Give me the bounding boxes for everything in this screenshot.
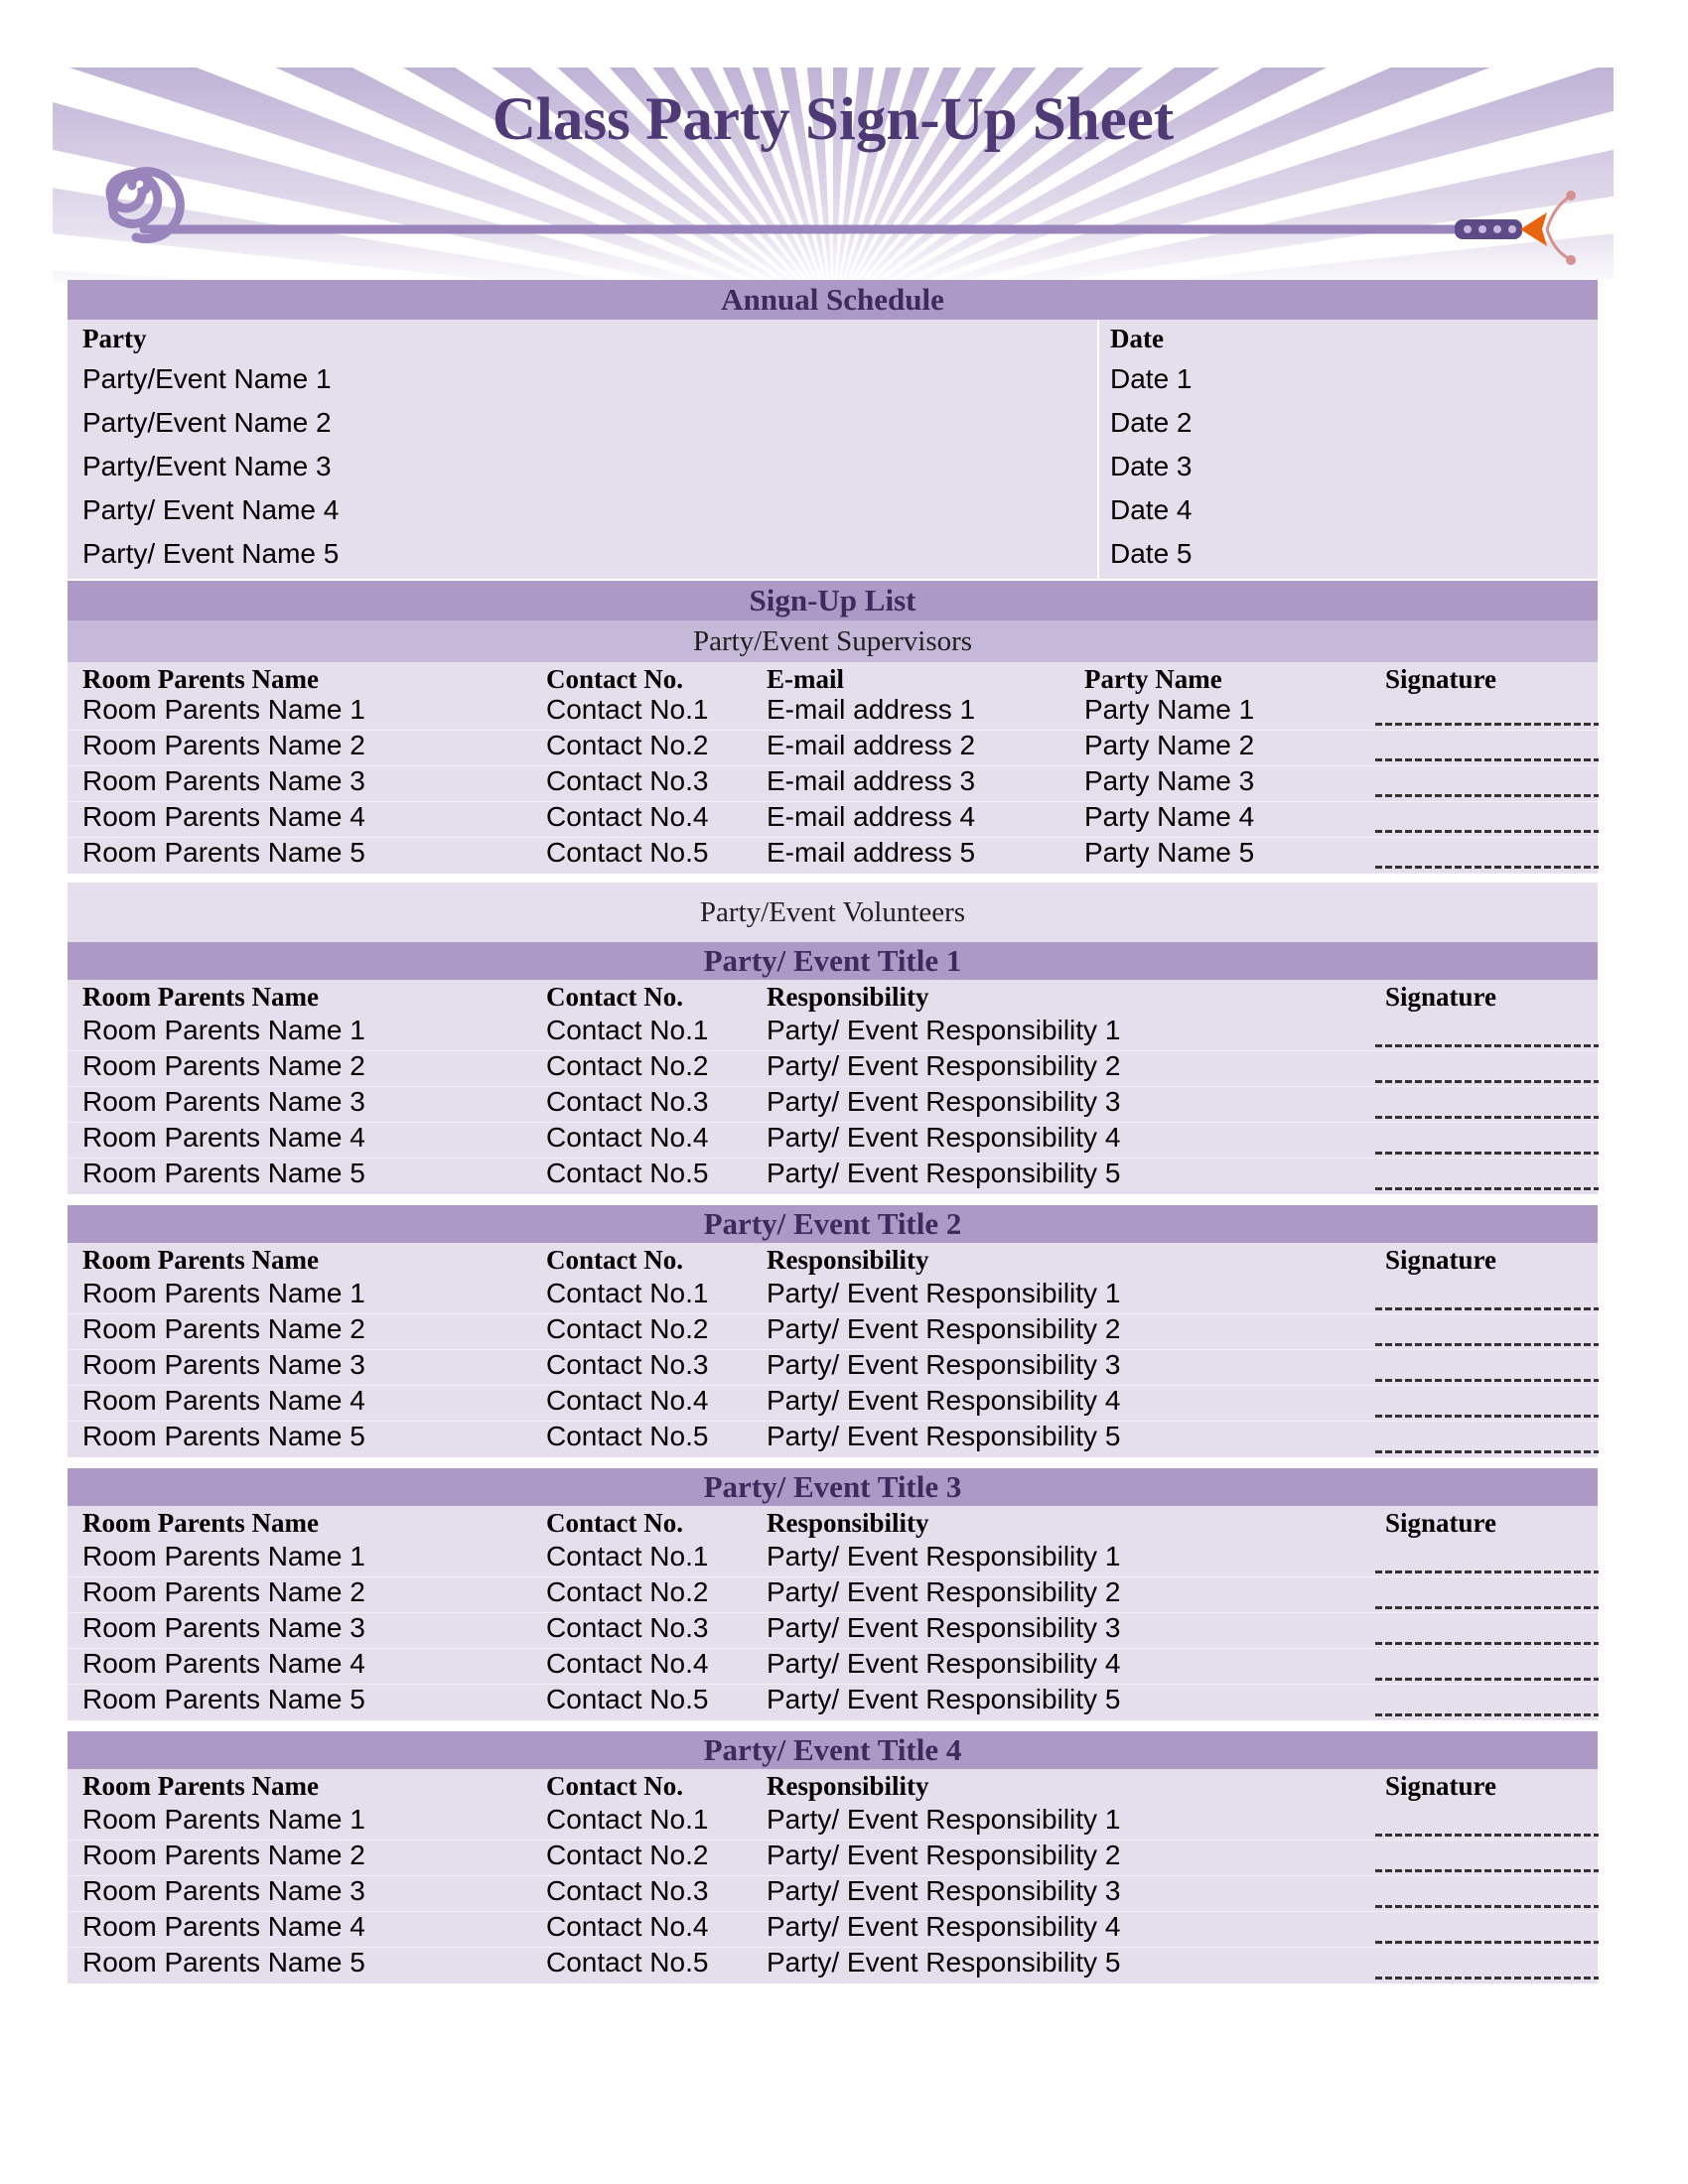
volunteer-name: Room Parents Name 1 [82,1804,365,1835]
signature-line[interactable] [1375,1941,1599,1944]
volunteer-responsibility: Party/ Event Responsibility 1 [767,1015,1121,1045]
col-header-responsibility: Responsibility [767,1771,929,1801]
signature-line[interactable] [1375,758,1599,761]
volunteer-contact: Contact No.4 [546,1385,709,1416]
signature-line[interactable] [1375,1869,1599,1872]
schedule-party-name: Party/Event Name 1 [82,363,332,394]
volunteer-name: Room Parents Name 3 [82,1875,365,1906]
signature-line[interactable] [1375,866,1599,869]
signature-line[interactable] [1375,1080,1599,1083]
volunteer-contact: Contact No.4 [546,1911,709,1942]
signature-line[interactable] [1375,1307,1599,1310]
col-header-name: Room Parents Name [82,1245,319,1275]
col-header-responsibility: Responsibility [767,1245,929,1275]
section-separator [68,1720,1598,1731]
volunteer-name: Room Parents Name 1 [82,1278,365,1308]
volunteer-contact: Contact No.1 [546,1541,709,1571]
col-header-contact: Contact No. [546,1245,683,1275]
volunteer-contact: Contact No.5 [546,1684,709,1714]
volunteer-contact: Contact No.2 [546,1050,709,1081]
volunteer-responsibility: Party/ Event Responsibility 3 [767,1875,1121,1906]
event-table [68,1506,1598,1720]
supervisor-email: E-mail address 5 [767,837,976,868]
volunteer-contact: Contact No.3 [546,1612,709,1643]
col-header-email: E-mail [767,664,844,694]
column-divider [1097,320,1099,579]
volunteer-responsibility: Party/ Event Responsibility 5 [767,1158,1121,1188]
volunteer-name: Room Parents Name 2 [82,1050,365,1081]
supervisor-party-name: Party Name 4 [1084,801,1255,832]
volunteer-name: Room Parents Name 5 [82,1421,365,1451]
page-title: Class Party Sign-Up Sheet [492,86,1175,153]
volunteer-name: Room Parents Name 4 [82,1648,365,1679]
supervisor-name: Room Parents Name 3 [82,765,365,796]
volunteers-heading-block [68,883,1598,942]
volunteer-contact: Contact No.1 [546,1278,709,1308]
volunteer-contact: Contact No.5 [546,1158,709,1188]
volunteer-responsibility: Party/ Event Responsibility 2 [767,1840,1121,1870]
col-header-signature: Signature [1385,982,1497,1012]
signature-line[interactable] [1375,1905,1599,1908]
col-header-name: Room Parents Name [82,982,319,1012]
volunteer-responsibility: Party/ Event Responsibility 4 [767,1648,1121,1679]
volunteer-responsibility: Party/ Event Responsibility 5 [767,1947,1121,1978]
signature-line[interactable] [1375,1379,1599,1382]
col-header-date: Date [1110,324,1164,353]
signature-line[interactable] [1375,1343,1599,1346]
signature-line[interactable] [1375,830,1599,833]
schedule-date: Date 2 [1110,407,1193,438]
signature-line[interactable] [1375,1187,1599,1190]
supervisor-contact: Contact No.2 [546,730,709,760]
supervisor-email: E-mail address 4 [767,801,976,832]
volunteer-contact: Contact No.3 [546,1875,709,1906]
col-header-name: Room Parents Name [82,1771,319,1801]
event-title: Party/ Event Title 3 [68,1468,1598,1506]
supervisor-contact: Contact No.1 [546,694,709,725]
schedule-party-name: Party/Event Name 3 [82,451,332,481]
schedule-date: Date 5 [1110,538,1193,569]
event-table [68,980,1598,1194]
volunteer-responsibility: Party/ Event Responsibility 2 [767,1576,1121,1607]
volunteer-name: Room Parents Name 3 [82,1349,365,1380]
schedule-date: Date 4 [1110,494,1193,525]
volunteer-responsibility: Party/ Event Responsibility 4 [767,1911,1121,1942]
signature-line[interactable] [1375,1450,1599,1453]
col-header-party: Party [82,324,147,353]
schedule-party-name: Party/ Event Name 4 [82,494,340,525]
col-header-responsibility: Responsibility [767,1508,929,1538]
supervisor-party-name: Party Name 3 [1084,765,1255,796]
volunteer-name: Room Parents Name 1 [82,1541,365,1571]
supervisor-name: Room Parents Name 4 [82,801,365,832]
col-header-contact: Contact No. [546,1508,683,1538]
volunteer-responsibility: Party/ Event Responsibility 5 [767,1684,1121,1714]
signature-line[interactable] [1375,1415,1599,1418]
signature-line[interactable] [1375,1116,1599,1119]
supervisor-name: Room Parents Name 5 [82,837,365,868]
volunteer-contact: Contact No.3 [546,1086,709,1117]
signature-line[interactable] [1375,1044,1599,1047]
volunteer-name: Room Parents Name 5 [82,1947,365,1978]
volunteer-contact: Contact No.5 [546,1421,709,1451]
supervisor-contact: Contact No.3 [546,765,709,796]
volunteers-heading: Party/Event Volunteers [699,896,966,928]
supervisors-table [68,662,1598,874]
supervisor-email: E-mail address 1 [767,694,976,725]
section-separator [68,1194,1598,1205]
volunteer-name: Room Parents Name 3 [82,1086,365,1117]
supervisor-contact: Contact No.4 [546,801,709,832]
volunteer-responsibility: Party/ Event Responsibility 4 [767,1122,1121,1153]
volunteer-responsibility: Party/ Event Responsibility 1 [767,1541,1121,1571]
header-banner [53,68,1614,284]
volunteer-name: Room Parents Name 5 [82,1158,365,1188]
volunteer-contact: Contact No.2 [546,1313,709,1344]
volunteer-name: Room Parents Name 2 [82,1313,365,1344]
col-header-signature: Signature [1385,1245,1497,1275]
annual-schedule-table [68,320,1598,579]
signature-line[interactable] [1375,1834,1599,1837]
signature-line[interactable] [1375,1713,1599,1716]
signup-list-heading: Sign-Up List [68,581,1598,620]
supervisor-email: E-mail address 2 [767,730,976,760]
volunteer-contact: Contact No.4 [546,1648,709,1679]
volunteer-responsibility: Party/ Event Responsibility 1 [767,1804,1121,1835]
volunteer-contact: Contact No.3 [546,1349,709,1380]
event-title: Party/ Event Title 2 [68,1205,1598,1243]
supervisor-name: Room Parents Name 1 [82,694,365,725]
col-header-party-name: Party Name [1084,664,1222,694]
col-header-name: Room Parents Name [82,1508,319,1538]
col-header-name: Room Parents Name [82,664,319,694]
volunteer-name: Room Parents Name 3 [82,1612,365,1643]
volunteer-contact: Contact No.2 [546,1576,709,1607]
volunteer-responsibility: Party/ Event Responsibility 1 [767,1278,1121,1308]
annual-schedule-heading: Annual Schedule [68,280,1598,320]
volunteer-contact: Contact No.5 [546,1947,709,1978]
signature-line[interactable] [1375,1642,1599,1645]
signature-line[interactable] [1375,794,1599,797]
event-title: Party/ Event Title 4 [68,1731,1598,1769]
schedule-date: Date 3 [1110,451,1193,481]
volunteer-responsibility: Party/ Event Responsibility 3 [767,1349,1121,1380]
signature-line[interactable] [1375,1606,1599,1609]
supervisor-name: Room Parents Name 2 [82,730,365,760]
volunteer-contact: Contact No.4 [546,1122,709,1153]
schedule-party-name: Party/Event Name 2 [82,407,332,438]
volunteer-responsibility: Party/ Event Responsibility 2 [767,1313,1121,1344]
volunteer-name: Room Parents Name 4 [82,1122,365,1153]
volunteer-name: Room Parents Name 4 [82,1911,365,1942]
signature-line[interactable] [1375,1678,1599,1681]
col-header-signature: Signature [1385,1771,1497,1801]
signature-line[interactable] [1375,1570,1599,1573]
event-title: Party/ Event Title 1 [68,942,1598,980]
schedule-party-name: Party/ Event Name 5 [82,538,340,569]
supervisor-party-name: Party Name 5 [1084,837,1255,868]
supervisors-heading: Party/Event Supervisors [68,620,1598,662]
signature-line[interactable] [1375,1152,1599,1155]
volunteer-name: Room Parents Name 2 [82,1576,365,1607]
volunteer-name: Room Parents Name 1 [82,1015,365,1045]
volunteer-responsibility: Party/ Event Responsibility 5 [767,1421,1121,1451]
col-header-signature: Signature [1385,664,1497,694]
volunteer-responsibility: Party/ Event Responsibility 2 [767,1050,1121,1081]
volunteer-responsibility: Party/ Event Responsibility 3 [767,1612,1121,1643]
supervisor-party-name: Party Name 2 [1084,730,1255,760]
section-separator [68,1457,1598,1468]
event-table [68,1243,1598,1457]
volunteer-contact: Contact No.2 [546,1840,709,1870]
col-header-signature: Signature [1385,1508,1497,1538]
supervisor-contact: Contact No.5 [546,837,709,868]
col-header-responsibility: Responsibility [767,982,929,1012]
supervisor-party-name: Party Name 1 [1084,694,1255,725]
col-header-contact: Contact No. [546,664,683,694]
volunteer-name: Room Parents Name 4 [82,1385,365,1416]
volunteer-responsibility: Party/ Event Responsibility 3 [767,1086,1121,1117]
signature-line[interactable] [1375,1977,1599,1979]
supervisor-email: E-mail address 3 [767,765,976,796]
volunteer-responsibility: Party/ Event Responsibility 4 [767,1385,1121,1416]
volunteer-name: Room Parents Name 5 [82,1684,365,1714]
event-table [68,1769,1598,1983]
volunteer-contact: Contact No.1 [546,1804,709,1835]
volunteer-contact: Contact No.1 [546,1015,709,1045]
volunteer-name: Room Parents Name 2 [82,1840,365,1870]
schedule-date: Date 1 [1110,363,1193,394]
col-header-contact: Contact No. [546,982,683,1012]
col-header-contact: Contact No. [546,1771,683,1801]
signature-line[interactable] [1375,723,1599,726]
